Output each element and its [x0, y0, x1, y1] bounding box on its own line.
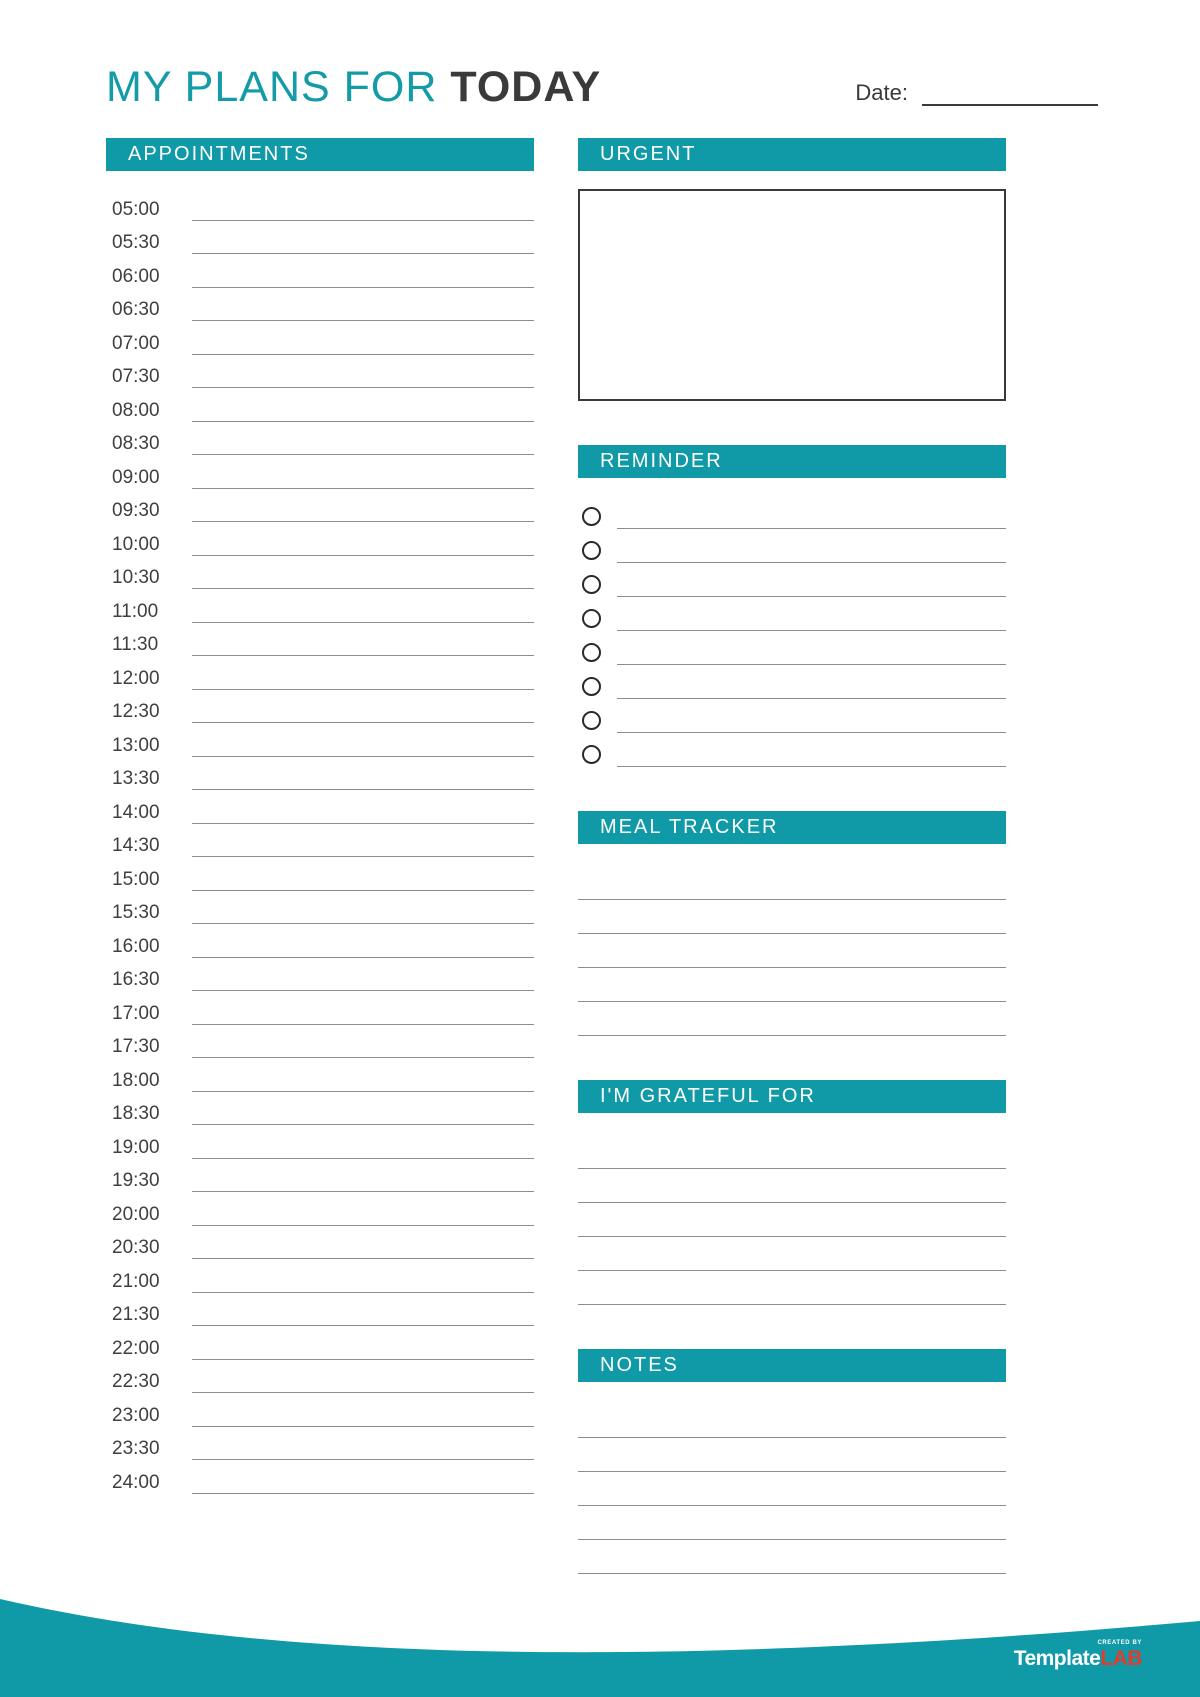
appointment-time: 07:00: [112, 332, 160, 354]
reminder-row[interactable]: [578, 495, 1006, 529]
appointment-time: 12:30: [112, 701, 160, 722]
grateful-lines: [578, 1135, 1006, 1305]
notes-input-line[interactable]: [578, 1506, 1006, 1540]
reminder-input-line[interactable]: [617, 541, 1006, 563]
appointment-time: 17:30: [112, 1036, 160, 1057]
urgent-header: URGENT: [578, 138, 1006, 171]
appointment-time: 18:30: [112, 1103, 160, 1124]
brand-logo: [1014, 1640, 1142, 1669]
appointment-row[interactable]: [106, 991, 534, 1025]
appointment-row[interactable]: [106, 254, 534, 288]
appointment-input-line[interactable]: [192, 868, 534, 891]
page-title-light: MY PLANS FOR: [106, 63, 451, 111]
appointment-time: 06:00: [112, 265, 160, 287]
appointment-input-line[interactable]: [192, 332, 534, 355]
appointment-input-line[interactable]: [192, 1370, 534, 1393]
appointment-row[interactable]: [106, 1293, 534, 1327]
appointment-time: 15:30: [112, 902, 160, 923]
appointment-input-line[interactable]: [192, 935, 534, 958]
appointment-row[interactable]: [106, 857, 534, 891]
appointment-row[interactable]: [106, 1460, 534, 1494]
appointment-row[interactable]: [106, 1226, 534, 1260]
appointment-time: 20:00: [112, 1203, 160, 1225]
appointment-row[interactable]: [106, 1025, 534, 1059]
appointment-time: 16:30: [112, 969, 160, 990]
appointment-row[interactable]: [106, 623, 534, 657]
appointment-row[interactable]: [106, 589, 534, 623]
reminder-row[interactable]: [578, 665, 1006, 699]
reminder-input-line[interactable]: [617, 643, 1006, 665]
appointment-time: 14:00: [112, 801, 160, 823]
appointment-row[interactable]: [106, 388, 534, 422]
appointment-row[interactable]: [106, 321, 534, 355]
appointment-input-line[interactable]: [192, 399, 534, 422]
appointment-input-line[interactable]: [192, 767, 534, 790]
reminder-input-line[interactable]: [617, 711, 1006, 733]
reminder-header: REMINDER: [578, 445, 1006, 478]
appointment-input-line[interactable]: [192, 968, 534, 991]
appointment-time: 16:00: [112, 935, 160, 957]
date-input-line[interactable]: [922, 84, 1098, 106]
grateful-input-line[interactable]: [578, 1203, 1006, 1237]
appointment-time: 23:30: [112, 1438, 160, 1459]
appointment-row[interactable]: [106, 455, 534, 489]
reminder-row[interactable]: [578, 733, 1006, 767]
appointments-header: APPOINTMENTS: [106, 138, 534, 171]
brand-created-by: CREATED BY: [1097, 1640, 1142, 1646]
reminder-input-line[interactable]: [617, 575, 1006, 597]
appointment-time: 08:00: [112, 399, 160, 421]
meal-tracker-lines: [578, 866, 1006, 1036]
reminder-row[interactable]: [578, 631, 1006, 665]
appointment-row[interactable]: [106, 1092, 534, 1126]
appointment-row[interactable]: [106, 556, 534, 590]
appointment-input-line[interactable]: [192, 1002, 534, 1025]
appointment-row[interactable]: [106, 221, 534, 255]
meal-input-line[interactable]: [578, 1002, 1006, 1036]
meal-input-line[interactable]: [578, 968, 1006, 1002]
appointment-input-line[interactable]: [192, 801, 534, 824]
appointment-input-line[interactable]: [192, 1236, 534, 1259]
reminder-input-line[interactable]: [617, 745, 1006, 767]
meal-tracker-header: MEAL TRACKER: [578, 811, 1006, 844]
grateful-input-line[interactable]: [578, 1237, 1006, 1271]
appointment-time: 12:00: [112, 667, 160, 689]
appointment-input-line[interactable]: [192, 901, 534, 924]
checkbox-circle-icon[interactable]: [582, 541, 601, 560]
appointment-input-line[interactable]: [192, 667, 534, 690]
appointment-time: 17:00: [112, 1002, 160, 1024]
appointment-time: 22:00: [112, 1337, 160, 1359]
checkbox-circle-icon[interactable]: [582, 677, 601, 696]
appointment-row[interactable]: [106, 355, 534, 389]
appointment-row[interactable]: [106, 958, 534, 992]
appointment-input-line[interactable]: [192, 533, 534, 556]
appointment-input-line[interactable]: [192, 1437, 534, 1460]
appointment-input-line[interactable]: [192, 1102, 534, 1125]
appointment-time: 05:30: [112, 232, 160, 253]
checkbox-circle-icon[interactable]: [582, 745, 601, 764]
page-header: [106, 62, 1100, 122]
appointment-row[interactable]: [106, 489, 534, 523]
appointment-row[interactable]: [106, 1192, 534, 1226]
appointment-input-line[interactable]: [192, 1169, 534, 1192]
appointment-input-line[interactable]: [192, 1337, 534, 1360]
appointment-input-line[interactable]: [192, 365, 534, 388]
checkbox-circle-icon[interactable]: [582, 575, 601, 594]
appointment-input-line[interactable]: [192, 700, 534, 723]
appointment-row[interactable]: [106, 1393, 534, 1427]
appointment-input-line[interactable]: [192, 231, 534, 254]
date-field[interactable]: [855, 80, 1098, 106]
right-column: [578, 138, 1006, 1574]
appointment-input-line[interactable]: [192, 1303, 534, 1326]
appointment-row[interactable]: [106, 757, 534, 791]
reminder-input-line[interactable]: [617, 677, 1006, 699]
appointment-row[interactable]: [106, 1125, 534, 1159]
notes-input-line[interactable]: [578, 1404, 1006, 1438]
appointment-row[interactable]: [106, 690, 534, 724]
appointment-time: 08:30: [112, 433, 160, 454]
appointment-row[interactable]: [106, 1159, 534, 1193]
footer-wave: [0, 1547, 1200, 1697]
appointment-input-line[interactable]: [192, 1471, 534, 1494]
appointment-row[interactable]: [106, 1360, 534, 1394]
meal-input-line[interactable]: [578, 866, 1006, 900]
reminder-input-line[interactable]: [617, 507, 1006, 529]
grateful-header: I'M GRATEFUL FOR: [578, 1080, 1006, 1113]
appointment-time: 11:30: [112, 634, 159, 655]
appointment-row[interactable]: [106, 1326, 534, 1360]
appointment-input-line[interactable]: [192, 1136, 534, 1159]
reminder-row[interactable]: [578, 563, 1006, 597]
appointment-time: 13:30: [112, 768, 160, 789]
appointment-time: 21:30: [112, 1304, 160, 1325]
appointment-row[interactable]: [106, 924, 534, 958]
appointment-row[interactable]: [106, 187, 534, 221]
reminder-input-line[interactable]: [617, 609, 1006, 631]
meal-input-line[interactable]: [578, 900, 1006, 934]
appointment-row[interactable]: [106, 1259, 534, 1293]
appointments-list: [106, 187, 534, 1494]
appointment-time: 23:00: [112, 1404, 160, 1426]
appointment-input-line[interactable]: [192, 298, 534, 321]
appointment-time: 07:30: [112, 366, 160, 387]
urgent-textbox[interactable]: [578, 189, 1006, 401]
left-column: [106, 138, 534, 1494]
brand-name-lab: LAB: [1100, 1647, 1142, 1670]
appointment-input-line[interactable]: [192, 1069, 534, 1092]
checkbox-circle-icon[interactable]: [582, 609, 601, 628]
notes-header: NOTES: [578, 1349, 1006, 1382]
appointment-row[interactable]: [106, 723, 534, 757]
appointment-input-line[interactable]: [192, 1203, 534, 1226]
appointment-time: 05:00: [112, 198, 160, 220]
appointment-input-line[interactable]: [192, 633, 534, 656]
appointment-row[interactable]: [106, 422, 534, 456]
appointment-input-line[interactable]: [192, 1404, 534, 1427]
checkbox-circle-icon[interactable]: [582, 507, 601, 526]
appointment-input-line[interactable]: [192, 1035, 534, 1058]
appointment-input-line[interactable]: [192, 198, 534, 221]
appointment-row[interactable]: [106, 891, 534, 925]
brand-name: [1014, 1648, 1142, 1669]
appointment-input-line[interactable]: [192, 600, 534, 623]
appointment-time: 13:00: [112, 734, 160, 756]
grateful-input-line[interactable]: [578, 1135, 1006, 1169]
appointment-time: 24:00: [112, 1471, 160, 1493]
appointment-time: 06:30: [112, 299, 160, 320]
appointment-time: 10:00: [112, 533, 160, 555]
checkbox-circle-icon[interactable]: [582, 711, 601, 730]
appointment-time: 21:00: [112, 1270, 160, 1292]
appointment-input-line[interactable]: [192, 1270, 534, 1293]
appointment-input-line[interactable]: [192, 499, 534, 522]
appointment-time: 14:30: [112, 835, 160, 856]
grateful-input-line[interactable]: [578, 1169, 1006, 1203]
appointment-time: 10:30: [112, 567, 160, 588]
checkbox-circle-icon[interactable]: [582, 643, 601, 662]
date-label: Date:: [855, 80, 908, 105]
brand-name-template: Template: [1013, 1647, 1101, 1670]
reminder-row[interactable]: [578, 529, 1006, 563]
appointment-row[interactable]: [106, 824, 534, 858]
appointment-time: 22:30: [112, 1371, 160, 1392]
meal-input-line[interactable]: [578, 934, 1006, 968]
reminder-row[interactable]: [578, 597, 1006, 631]
appointment-row[interactable]: [106, 522, 534, 556]
appointment-time: 20:30: [112, 1237, 160, 1258]
appointment-time: 09:30: [112, 500, 160, 521]
reminder-list: [578, 495, 1006, 767]
appointment-input-line[interactable]: [192, 566, 534, 589]
appointment-time: 19:00: [112, 1136, 160, 1158]
appointment-time: 09:00: [112, 466, 160, 488]
appointment-input-line[interactable]: [192, 466, 534, 489]
appointment-row[interactable]: [106, 656, 534, 690]
grateful-input-line[interactable]: [578, 1271, 1006, 1305]
reminder-row[interactable]: [578, 699, 1006, 733]
appointment-row[interactable]: [106, 790, 534, 824]
appointment-time: 15:00: [112, 868, 160, 890]
appointment-input-line[interactable]: [192, 265, 534, 288]
appointment-row[interactable]: [106, 288, 534, 322]
appointment-row[interactable]: [106, 1427, 534, 1461]
appointment-time: 19:30: [112, 1170, 160, 1191]
appointment-row[interactable]: [106, 1058, 534, 1092]
page-title-bold: TODAY: [450, 63, 602, 111]
appointment-input-line[interactable]: [192, 734, 534, 757]
appointment-input-line[interactable]: [192, 834, 534, 857]
appointment-time: 11:00: [112, 600, 159, 622]
appointment-time: 18:00: [112, 1069, 160, 1091]
notes-input-line[interactable]: [578, 1438, 1006, 1472]
notes-input-line[interactable]: [578, 1472, 1006, 1506]
appointment-input-line[interactable]: [192, 432, 534, 455]
